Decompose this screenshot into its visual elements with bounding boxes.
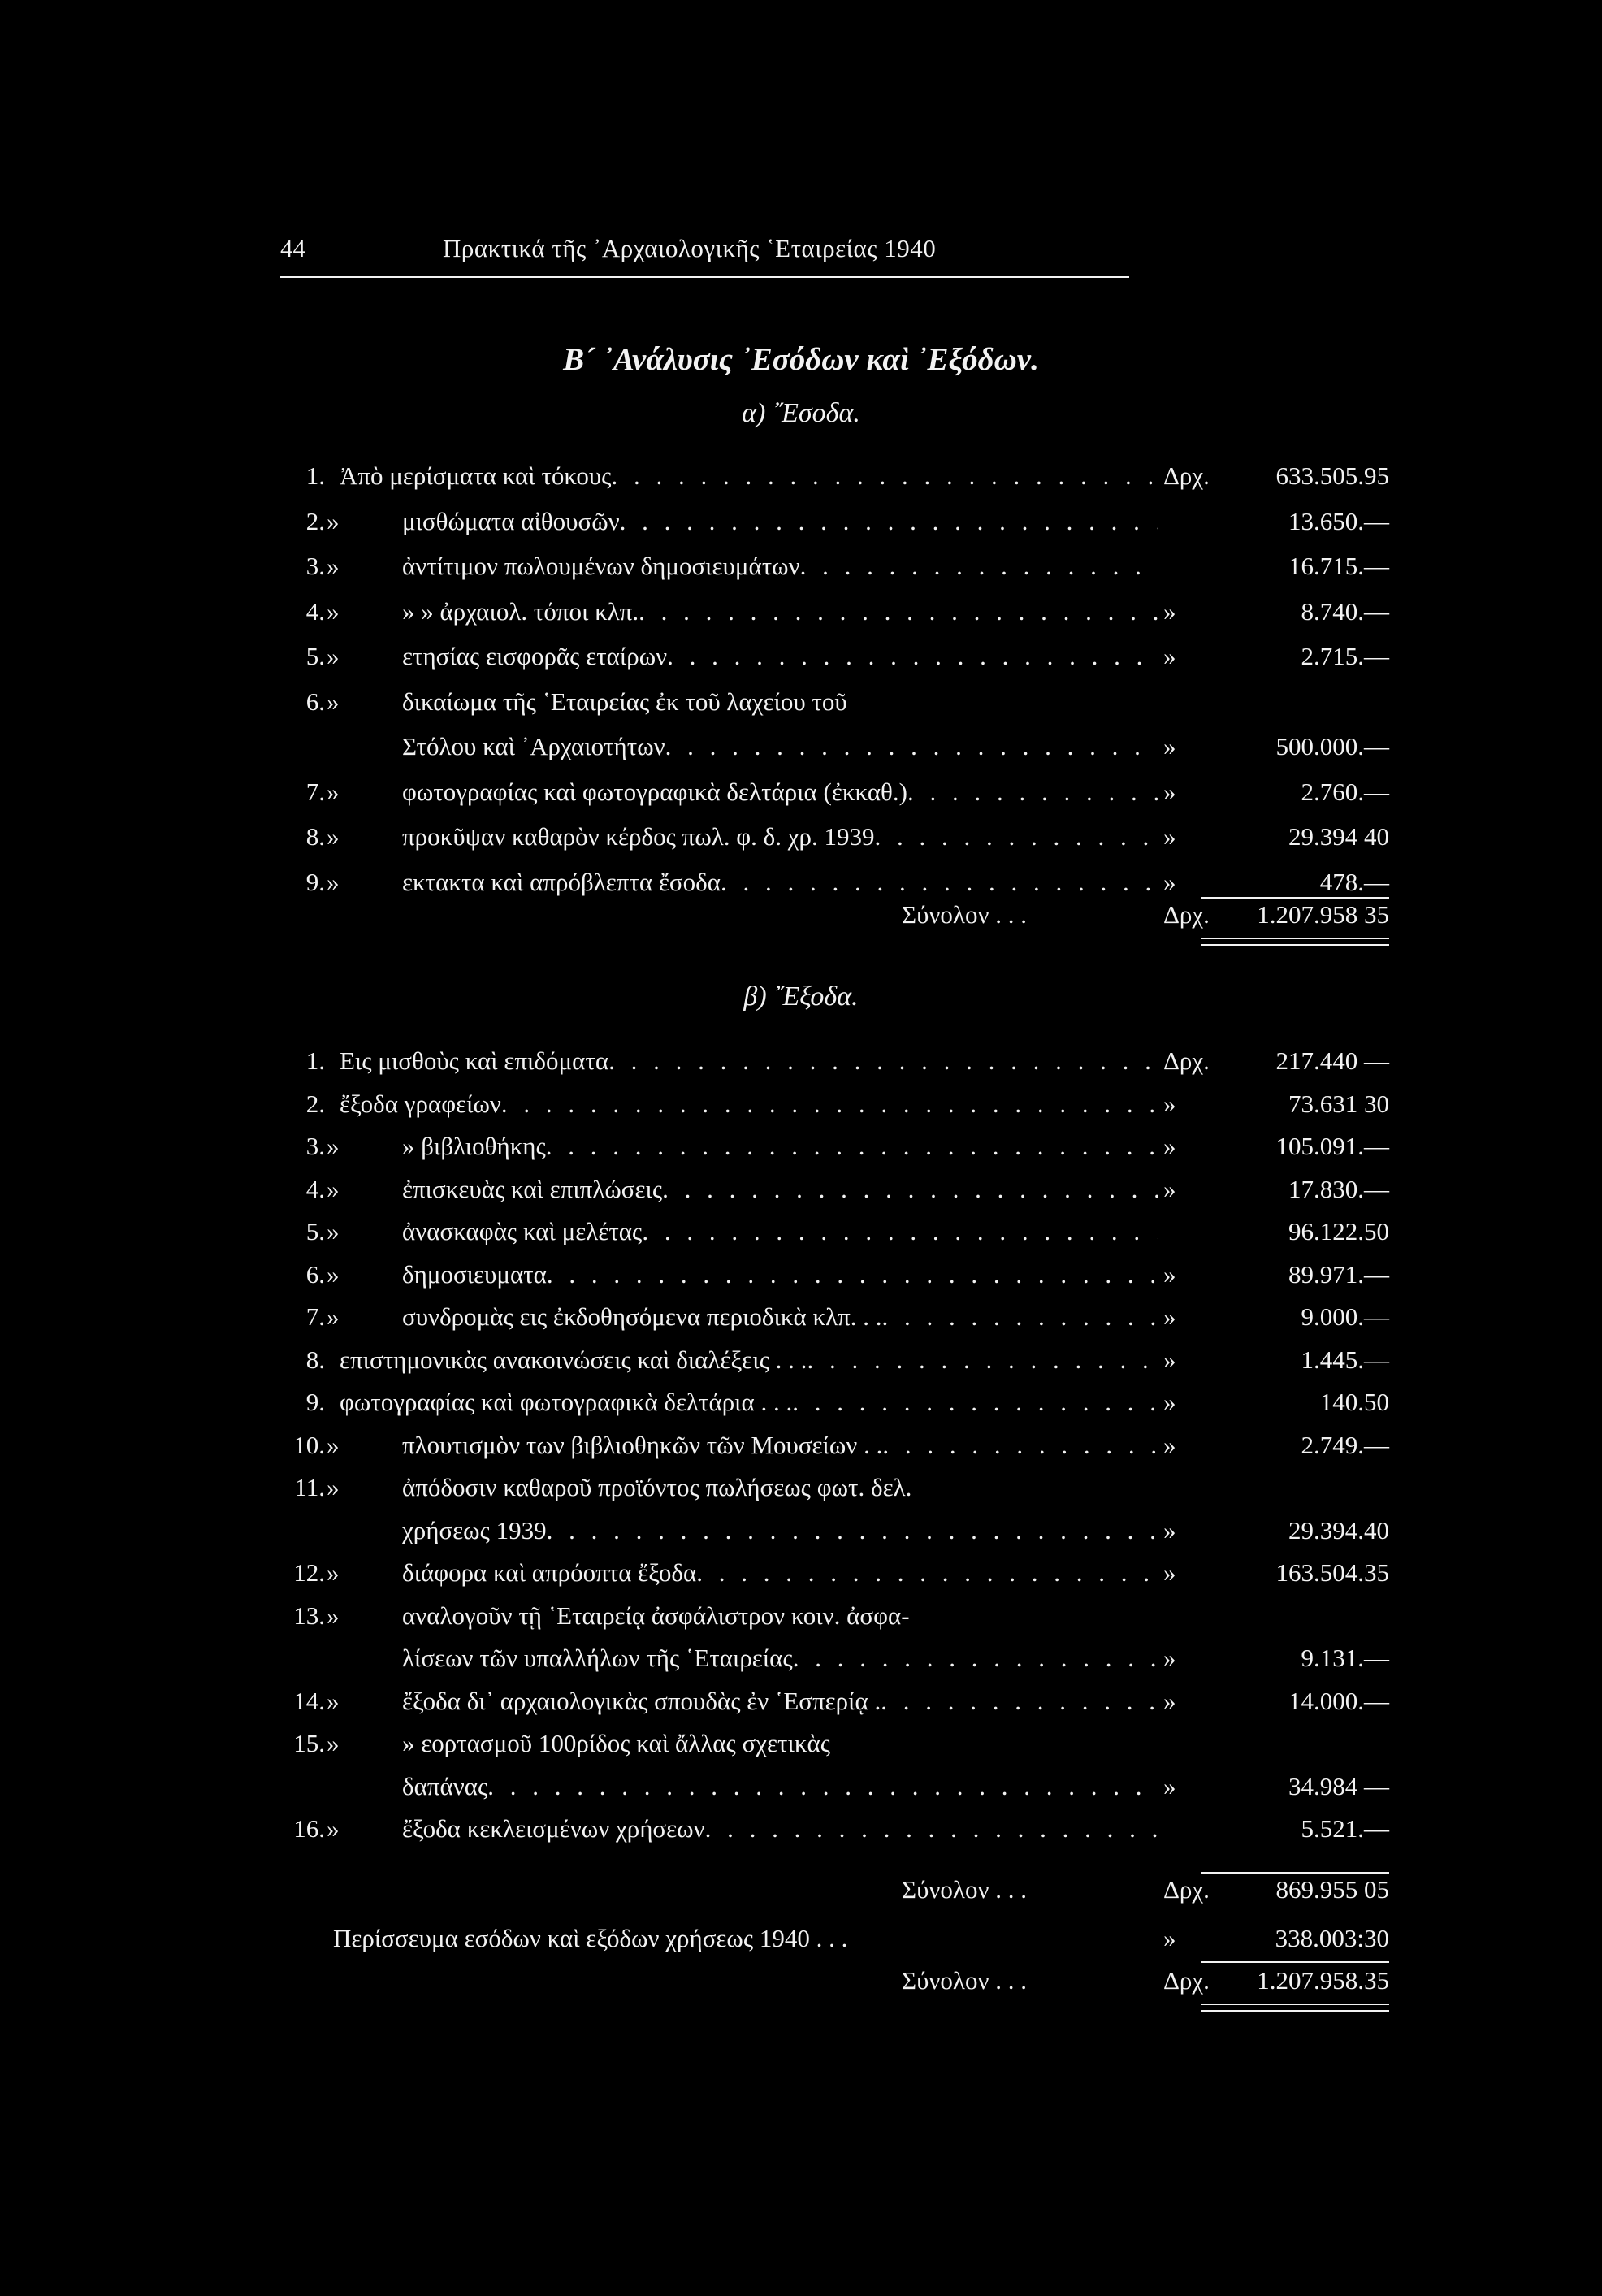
expense-item-number: 8. — [305, 1345, 325, 1374]
ditto-mark: » — [327, 1558, 340, 1587]
leader-dots — [547, 1260, 1158, 1289]
income-item-description — [402, 552, 1158, 581]
expense-item-number: 6. — [305, 1259, 325, 1289]
expense-item-text: χρήσεως 1939 — [402, 1515, 547, 1544]
income-item-number: 4. — [305, 596, 325, 626]
expense-item-text: » βιβλιοθήκης — [402, 1132, 546, 1160]
income-total-rule-2 — [1201, 944, 1389, 946]
expense-item-number: 7. — [305, 1302, 325, 1331]
expense-item-row — [0, 1473, 1602, 1514]
income-item-text: φωτογραφίας καὶ φωτογραφικὰ δελτάρια (ἐκκαθ.) — [402, 777, 907, 806]
expense-item-description — [402, 1175, 1158, 1204]
income-item-amount: 478.— — [1319, 867, 1389, 896]
leader-dots — [705, 1814, 1158, 1843]
expense-item-unit: » — [1163, 1388, 1176, 1416]
expense-item-text: Εις μισθοὺς καὶ επιδόματα — [340, 1046, 609, 1075]
income-item-description — [402, 732, 1158, 761]
leader-dots — [611, 461, 1158, 491]
income-item-row — [0, 732, 1602, 773]
expense-item-amount: 163.504.35 — [1275, 1558, 1389, 1587]
ditto-mark: » — [327, 596, 340, 626]
income-item-number: 5. — [305, 642, 325, 670]
income-item-number: 9. — [305, 867, 325, 896]
expense-item-row — [0, 1090, 1602, 1130]
expense-item-text: φωτογραφίας καὶ φωτογραφικὰ δελτάρια . . . — [340, 1388, 793, 1416]
leader-dots — [792, 1388, 1158, 1417]
income-item-amount: 13.650.— — [1288, 506, 1389, 535]
expense-item-amount: 17.830.— — [1288, 1174, 1389, 1203]
income-item-amount: 29.394 40 — [1288, 822, 1389, 851]
expenses-subtotal-unit: Δρχ. — [1163, 1875, 1210, 1904]
expense-item-number: 4. — [305, 1174, 325, 1203]
expense-item-row — [0, 1046, 1602, 1087]
expense-item-unit: » — [1163, 1174, 1176, 1203]
expense-item-number: 5. — [305, 1217, 325, 1245]
income-item-row — [0, 507, 1602, 548]
leader-dots — [667, 642, 1158, 671]
leader-dots — [546, 1132, 1158, 1161]
leader-dots — [882, 1431, 1158, 1460]
expense-item-amount: 29.394.40 — [1288, 1515, 1389, 1544]
expense-item-amount: 89.971.— — [1288, 1259, 1389, 1289]
expense-item-row — [0, 1345, 1602, 1386]
expense-item-description — [402, 1729, 1158, 1758]
expense-item-description — [340, 1345, 1158, 1375]
expense-item-number: 14. — [293, 1686, 325, 1715]
income-item-description — [402, 778, 1158, 807]
expense-item-description — [402, 1687, 1158, 1716]
income-item-text: » » ἀρχαιολ. τόποι κλπ. — [402, 596, 639, 626]
expense-item-amount: 96.122.50 — [1288, 1217, 1389, 1245]
expense-item-row — [0, 1814, 1602, 1855]
grand-sum-rule — [1201, 1961, 1389, 1963]
income-item-text: μισθώματα αἰθουσῶν — [402, 506, 620, 535]
page-header — [280, 234, 1129, 281]
income-item-row — [0, 597, 1602, 638]
expense-item-amount: 217.440 — — [1275, 1046, 1389, 1075]
income-item-amount: 2.715.— — [1301, 642, 1389, 670]
surplus-row — [0, 1924, 1602, 1965]
expense-item-row — [0, 1260, 1602, 1301]
expense-item-amount: 105.091.— — [1275, 1132, 1389, 1160]
expenses-subtotal-row — [0, 1875, 1602, 1916]
expenses-sum-rule — [1201, 1872, 1389, 1874]
expense-item-row — [0, 1772, 1602, 1813]
expense-item-text: ἐπισκευὰς καὶ επιπλώσεις — [402, 1174, 663, 1203]
income-item-row — [0, 552, 1602, 592]
leader-dots — [793, 1644, 1158, 1673]
ditto-mark: » — [327, 552, 340, 580]
section-title: Β´ ᾿Ανάλυσις ᾿Εσόδων καὶ ᾿Εξόδων. — [563, 342, 1039, 377]
income-item-amount: 2.760.— — [1301, 777, 1389, 806]
expense-item-description — [402, 1132, 1158, 1161]
income-item-number: 6. — [305, 687, 325, 716]
ditto-mark: » — [327, 1686, 340, 1715]
expense-item-row — [0, 1644, 1602, 1684]
expense-item-description — [402, 1516, 1158, 1545]
income-sum-rule — [1201, 897, 1389, 899]
expense-item-row — [0, 1601, 1602, 1642]
expense-item-number: 12. — [293, 1558, 325, 1587]
expense-item-text: ἔξοδα γραφείων — [340, 1089, 501, 1118]
expense-item-text: ἔξοδα δι᾿ αρχαιολογικὰς σπουδὰς ἐν ῾Εσπερίᾳ . — [402, 1686, 881, 1715]
income-item-text: εκτακτα καὶ απρόβλεπτα ἔσοδα — [402, 867, 721, 896]
income-total-label: Σύνολον . . . — [902, 900, 1027, 929]
income-item-row — [0, 687, 1602, 728]
income-item-row — [0, 642, 1602, 682]
income-item-text: Ἀπὸ μερίσματα καὶ τόκους — [340, 461, 612, 490]
income-item-text: δικαίωμα τῆς ῾Εταιρείας ἐκ τοῦ λαχείου τοῦ — [402, 687, 847, 716]
ditto-mark: » — [327, 777, 340, 806]
income-item-description — [402, 597, 1158, 626]
expense-item-number: 15. — [293, 1729, 325, 1757]
expense-item-unit: » — [1163, 1558, 1176, 1587]
expense-item-row — [0, 1729, 1602, 1770]
income-item-unit: » — [1163, 596, 1176, 626]
income-total-row — [0, 900, 1602, 941]
expense-item-number: 16. — [293, 1814, 325, 1843]
ditto-mark: » — [327, 1217, 340, 1245]
expense-item-description — [402, 1431, 1158, 1460]
expense-item-unit: » — [1163, 1132, 1176, 1160]
income-item-unit: » — [1163, 732, 1176, 760]
expense-item-text: διάφορα καὶ απρόοπτα ἔξοδα — [402, 1558, 697, 1587]
ditto-mark: » — [327, 1430, 340, 1459]
expense-item-description — [340, 1090, 1158, 1119]
expense-item-unit: » — [1163, 1302, 1176, 1331]
income-item-description — [402, 868, 1158, 897]
expenses-subtotal-amount: 869.955 05 — [1275, 1875, 1389, 1904]
leader-dots — [721, 868, 1158, 897]
expense-item-number: 10. — [293, 1430, 325, 1459]
income-item-text: Στόλου καὶ ᾿Αρχαιοτήτων — [402, 732, 665, 760]
expense-item-row — [0, 1558, 1602, 1599]
expense-item-number: 3. — [305, 1132, 325, 1160]
expense-item-text: πλουτισμὸν των βιβλιοθηκῶν τῶν Μουσείων . . — [402, 1430, 883, 1459]
expense-item-text: ἔξοδα κεκλεισμένων χρήσεων — [402, 1814, 705, 1843]
header-rule — [280, 276, 1129, 278]
income-total-rule-1 — [1201, 938, 1389, 939]
income-item-row — [0, 822, 1602, 863]
expense-item-amount: 34.984 — — [1288, 1771, 1389, 1800]
income-item-number: 7. — [305, 777, 325, 806]
expense-item-number: 9. — [305, 1388, 325, 1416]
expense-item-text: δημοσιευματα — [402, 1259, 547, 1289]
expense-item-amount: 1.445.— — [1301, 1345, 1389, 1374]
leader-dots — [620, 507, 1158, 536]
income-total-amount: 1.207.958 35 — [1257, 900, 1389, 929]
grand-total-rule-2 — [1201, 2010, 1389, 2012]
leader-dots — [874, 822, 1158, 851]
leader-dots — [608, 1046, 1158, 1076]
leader-dots — [662, 1175, 1158, 1204]
ditto-mark: » — [327, 1473, 340, 1501]
expense-item-row — [0, 1217, 1602, 1258]
expense-item-unit: » — [1163, 1686, 1176, 1715]
expense-item-unit: » — [1163, 1089, 1176, 1118]
income-item-number: 1. — [305, 461, 325, 490]
expense-item-description — [402, 1644, 1158, 1673]
expense-item-unit: » — [1163, 1430, 1176, 1459]
surplus-label: Περίσσευμα εσόδων καὶ εξόδων χρήσεως 1940 . . . — [333, 1924, 848, 1952]
leader-dots — [501, 1090, 1158, 1119]
income-item-unit: » — [1163, 867, 1176, 896]
leader-dots — [881, 1687, 1158, 1716]
running-title: Πρακτικά τῆς ᾿Αρχαιολογικῆς ῾Εταιρείας 1940 — [443, 234, 937, 262]
expense-item-unit: » — [1163, 1771, 1176, 1800]
expense-item-number: 1. — [305, 1046, 325, 1075]
ditto-mark: » — [327, 1814, 340, 1843]
expense-item-description — [402, 1260, 1158, 1289]
ditto-mark: » — [327, 1729, 340, 1757]
leader-dots — [665, 732, 1158, 761]
income-item-unit: » — [1163, 822, 1176, 851]
grand-total-rule-1 — [1201, 2004, 1389, 2005]
expenses-subtotal-label: Σύνολον . . . — [902, 1875, 1027, 1904]
ditto-mark: » — [327, 1601, 340, 1630]
expense-item-text: » εορτασμοῦ 100ρίδος καὶ ἄλλας σχετικὰς — [402, 1729, 830, 1757]
expense-item-amount: 9.000.— — [1301, 1302, 1389, 1331]
expense-item-description — [402, 1302, 1158, 1332]
expense-item-text: δαπάνας — [402, 1771, 488, 1800]
leader-dots — [487, 1772, 1158, 1801]
expense-item-description — [402, 1558, 1158, 1588]
leader-dots — [696, 1558, 1158, 1588]
expense-item-text: συνδρομὰς εις ἐκδοθησόμενα περιοδικὰ κλπ. . . — [402, 1302, 882, 1331]
expense-item-description — [402, 1601, 1158, 1631]
income-item-unit: » — [1163, 777, 1176, 806]
income-item-text: ἀντίτιμον πωλουμένων δημοσιευμάτων — [402, 552, 800, 580]
income-item-description — [402, 507, 1158, 536]
expense-item-text: λίσεων τῶν υπαλλήλων τῆς ῾Εταιρείας — [402, 1644, 793, 1672]
expense-item-row — [0, 1302, 1602, 1343]
grand-total-amount: 1.207.958.35 — [1257, 1966, 1389, 1995]
expense-item-number: 13. — [293, 1601, 325, 1630]
expense-item-unit: » — [1163, 1515, 1176, 1544]
ditto-mark: » — [327, 687, 340, 716]
ditto-mark: » — [327, 642, 340, 670]
ditto-mark: » — [327, 1259, 340, 1289]
expense-item-amount: 9.131.— — [1301, 1644, 1389, 1672]
grand-total-unit: Δρχ. — [1163, 1966, 1210, 1995]
expense-item-description — [340, 1388, 1158, 1417]
income-item-unit: Δρχ. — [1163, 461, 1210, 490]
expense-item-number: 2. — [305, 1089, 325, 1118]
surplus-unit: » — [1163, 1924, 1176, 1952]
expense-item-number: 11. — [294, 1473, 325, 1501]
leader-dots — [547, 1516, 1158, 1545]
income-item-amount: 16.715.— — [1288, 552, 1389, 580]
income-heading: α) ῎Εσοδα. — [742, 398, 860, 428]
income-item-row — [0, 778, 1602, 818]
expense-item-text: ἀπόδοσιν καθαροῦ προϊόντος πωλήσεως φωτ. δελ. — [402, 1473, 912, 1501]
income-item-description — [402, 687, 1158, 717]
income-item-number: 3. — [305, 552, 325, 580]
expense-item-text: ἀνασκαφὰς καὶ μελέτας — [402, 1217, 643, 1245]
expense-item-row — [0, 1388, 1602, 1428]
expense-item-unit: Δρχ. — [1163, 1046, 1210, 1075]
expense-item-row — [0, 1175, 1602, 1215]
expense-item-row — [0, 1687, 1602, 1727]
ditto-mark: » — [327, 506, 340, 535]
expense-item-amount: 140.50 — [1319, 1388, 1389, 1416]
income-item-text: προκῦψαν καθαρὸν κέρδος πωλ. φ. δ. χρ. 1939 — [402, 822, 875, 851]
expense-item-unit: » — [1163, 1259, 1176, 1289]
grand-total-label: Σύνολον . . . — [902, 1966, 1027, 1995]
surplus-amount: 338.003:30 — [1275, 1924, 1389, 1952]
leader-dots — [639, 597, 1158, 626]
grand-total-row — [0, 1966, 1602, 2007]
expense-item-description — [402, 1772, 1158, 1801]
expense-item-text: επιστημονικὰς ανακοινώσεις καὶ διαλέξεις . . . — [340, 1345, 807, 1374]
income-item-description — [402, 642, 1158, 671]
income-item-number: 2. — [305, 506, 325, 535]
income-item-unit: » — [1163, 642, 1176, 670]
income-total-unit: Δρχ. — [1163, 900, 1210, 929]
leader-dots — [882, 1302, 1158, 1332]
leader-dots — [800, 552, 1158, 581]
expense-item-row — [0, 1132, 1602, 1172]
ditto-mark: » — [327, 822, 340, 851]
ditto-mark: » — [327, 1174, 340, 1203]
expense-item-row — [0, 1516, 1602, 1557]
expense-item-text: αναλογοῦν τῇ ῾Εταιρείᾳ ἀσφάλιστρον κοιν. ἀσφα- — [402, 1601, 910, 1630]
income-item-amount: 8.740.— — [1301, 596, 1389, 626]
income-item-row — [0, 461, 1602, 502]
leader-dots — [642, 1217, 1158, 1246]
expense-item-unit: » — [1163, 1644, 1176, 1672]
expense-item-description — [402, 1814, 1158, 1843]
expense-item-description — [340, 1046, 1158, 1076]
income-item-amount: 633.505.95 — [1275, 461, 1389, 490]
ditto-mark: » — [327, 867, 340, 896]
expense-item-description — [402, 1473, 1158, 1502]
income-item-amount: 500.000.— — [1275, 732, 1389, 760]
expense-item-amount: 73.631 30 — [1288, 1089, 1389, 1118]
income-item-description — [340, 461, 1158, 491]
expense-item-amount: 2.749.— — [1301, 1430, 1389, 1459]
expenses-heading: β) ῎Εξοδα. — [743, 981, 859, 1012]
leader-dots — [907, 778, 1158, 807]
income-item-number: 8. — [305, 822, 325, 851]
expense-item-unit: » — [1163, 1345, 1176, 1374]
leader-dots — [807, 1345, 1158, 1375]
expense-item-row — [0, 1431, 1602, 1471]
expense-item-amount: 14.000.— — [1288, 1686, 1389, 1715]
expense-item-amount: 5.521.— — [1301, 1814, 1389, 1843]
ditto-mark: » — [327, 1302, 340, 1331]
ditto-mark: » — [327, 1132, 340, 1160]
expense-item-description — [402, 1217, 1158, 1246]
income-item-description — [402, 822, 1158, 851]
page-number: 44 — [280, 234, 305, 262]
income-item-text: ετησίας εισφορᾶς εταίρων — [402, 642, 668, 670]
